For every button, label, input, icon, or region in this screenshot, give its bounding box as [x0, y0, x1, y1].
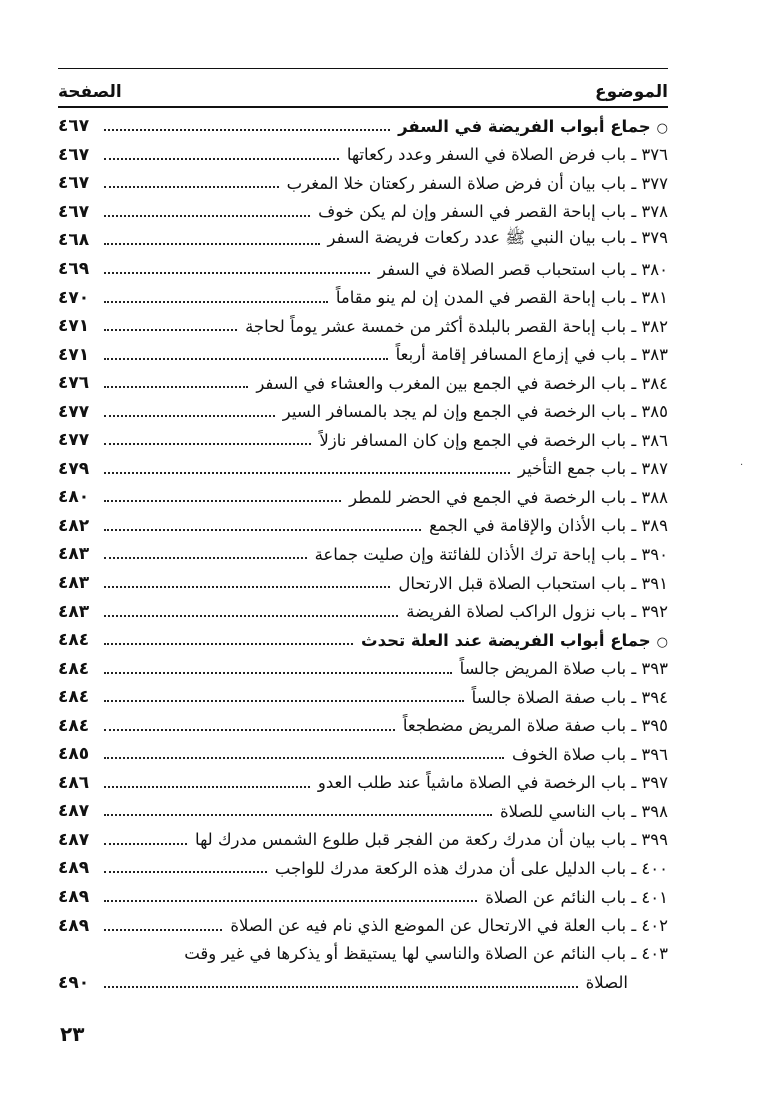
toc-entry: ٣٩١ ـ باب استحباب الصلاة قبل الارتحال ٤٨٣: [58, 573, 668, 594]
toc-entry: ٣٨٢ ـ باب إباحة القصر بالبلدة أكثر من خمسة عشر يوماً لحاجة ٤٧١: [58, 316, 668, 337]
margin-speck: ·: [740, 460, 744, 471]
toc-entry: ٤٠١ ـ باب النائم عن الصلاة ٤٨٩: [58, 887, 668, 908]
toc-entry: ٣٩٠ ـ باب إباحة ترك الأذان للفائتة وإن صليت جماعة ٤٨٣: [58, 544, 668, 565]
page-number: ٤٧١: [58, 316, 90, 337]
page-number: ٤٨٧: [58, 801, 90, 822]
page-number: ٤٦٧: [58, 144, 90, 165]
toc-entry: ٤٠٢ ـ باب العلة في الارتحال عن الموضع الذي نام فيه عن الصلاة ٤٨٩: [58, 915, 668, 936]
toc-entry: ٣٧٩ ـ باب بيان النبي ﷺ عدد ركعات فريضة السفر ٤٦٨: [58, 228, 668, 251]
page-number: ٤٨٤: [58, 658, 90, 679]
topic-column-label: الموضوع: [595, 82, 668, 102]
page-number: ٤٨٤: [58, 687, 90, 708]
toc-entry: ٣٨٧ ـ باب جمع التأخير ٤٧٩: [58, 458, 668, 479]
toc-entry: ٣٨٠ ـ باب استحباب قصر الصلاة في السفر ٤٦٩: [58, 259, 668, 279]
header-rule-bottom: [58, 106, 668, 108]
page-column-label: الصفحة: [58, 82, 122, 102]
page-number: ٤٩٠: [58, 972, 90, 993]
page-number: ٤٧٩: [58, 458, 90, 479]
page-number: ٤٧٧: [58, 430, 90, 451]
toc-entry-multiline-second: الصلاة ٤٩٠: [58, 972, 628, 993]
toc-entry: ٣٩٢ ـ باب نزول الراكب لصلاة الفريضة ٤٨٣: [58, 601, 668, 622]
toc-entry: ٤٠٠ ـ باب الدليل على أن مدرك هذه الركعة مدرك للواجب ٤٨٩: [58, 858, 668, 879]
page-number: ٤٧١: [58, 344, 90, 365]
toc-entry: ٣٩٥ ـ باب صفة صلاة المريض مضطجعاً ٤٨٤: [58, 715, 668, 736]
header-rule-top: [58, 68, 668, 69]
page-number: ٤٧٠: [58, 287, 90, 308]
page-number: ٤٨٠: [58, 487, 90, 508]
toc-entry: ٣٩٦ ـ باب صلاة الخوف ٤٨٥: [58, 744, 668, 765]
page-number: ٤٦٧: [58, 173, 90, 194]
toc-entry: ٣٧٨ ـ باب إباحة القصر في السفر وإن لم يكن خوف ٤٦٧: [58, 201, 668, 222]
page-number: ٤٦٧: [58, 116, 90, 137]
page-number: ٤٨٦: [58, 772, 90, 793]
toc-list: [58, 112, 668, 998]
toc-entry: ٣٩٣ ـ باب صلاة المريض جالساً ٤٨٤: [58, 658, 668, 679]
page-number: ٤٨٧: [58, 829, 90, 850]
page-number: ٤٨٩: [58, 858, 90, 879]
toc-entry: ٣٩٨ ـ باب الناسي للصلاة ٤٨٧: [58, 801, 668, 822]
page-folio-number: ٢٣: [60, 1022, 85, 1046]
toc-entry: ٣٩٧ ـ باب الرخصة في الصلاة ماشياً عند طلب العدو ٤٨٦: [58, 772, 668, 793]
toc-header: [58, 72, 668, 102]
toc-entry: ٣٩٩ ـ باب بيان أن مدرك ركعة من الفجر قبل طلوع الشمس مدرك لها ٤٨٧: [58, 829, 668, 850]
toc-entry: ٣٨١ ـ باب إباحة القصر في المدن إن لم ينو مقاماً ٤٧٠: [58, 287, 668, 308]
page-number: ٤٦٨: [58, 230, 90, 251]
toc-entry: ٣٨٩ ـ باب الأذان والإقامة في الجمع ٤٨٢: [58, 515, 668, 536]
page-number: ٤٧٦: [58, 373, 90, 394]
page-number: ٤٨٢: [58, 515, 90, 536]
page-number: ٤٨٣: [58, 601, 90, 622]
toc-entry-multiline-first: ٤٠٣ ـ باب النائم عن الصلاة والناسي لها يستيقظ أو يذكرها في غير وقت: [184, 944, 668, 964]
page-number: ٤٨٥: [58, 744, 90, 765]
page-number: ٤٦٩: [58, 259, 90, 279]
page-number: ٤٨٩: [58, 887, 90, 908]
toc-entry: ٣٨٤ ـ باب الرخصة في الجمع بين المغرب والعشاء في السفر ٤٧٦: [58, 373, 668, 394]
page-number: ٤٨٩: [58, 915, 90, 936]
toc-entry: ٣٩٤ ـ باب صفة الصلاة جالساً ٤٨٤: [58, 687, 668, 708]
toc-section-heading: ○ جماع أبواب الفريضة عند العلة تحدث ٤٨٤: [58, 626, 668, 655]
toc-entry: ٣٧٦ ـ باب فرض الصلاة في السفر وعدد ركعاتها ٤٦٧: [58, 144, 668, 165]
page-number: ٤٨٣: [58, 544, 90, 565]
page-number: ٤٦٧: [58, 201, 90, 222]
toc-entry: ٣٨٣ ـ باب في إزماع المسافر إقامة أربعاً ٤٧١: [58, 344, 668, 365]
toc-entry: ٣٨٨ ـ باب الرخصة في الجمع في الحضر للمطر ٤٨٠: [58, 487, 668, 508]
toc-entry: ٣٨٦ ـ باب الرخصة في الجمع وإن كان المسافر نازلاً ٤٧٧: [58, 430, 668, 451]
toc-section-heading: ○ جماع أبواب الفريضة في السفر ٤٦٧: [58, 112, 668, 141]
toc-entry: ٣٧٧ ـ باب بيان أن فرض صلاة السفر ركعتان خلا المغرب ٤٦٧: [58, 173, 668, 194]
toc-entry: ٣٨٥ ـ باب الرخصة في الجمع وإن لم يجد بالمسافر السير ٤٧٧: [58, 401, 668, 422]
page-number: ٤٨٤: [58, 715, 90, 736]
page-number: ٤٧٧: [58, 401, 90, 422]
page-number: ٤٨٤: [58, 630, 90, 651]
page-number: ٤٨٣: [58, 573, 90, 594]
